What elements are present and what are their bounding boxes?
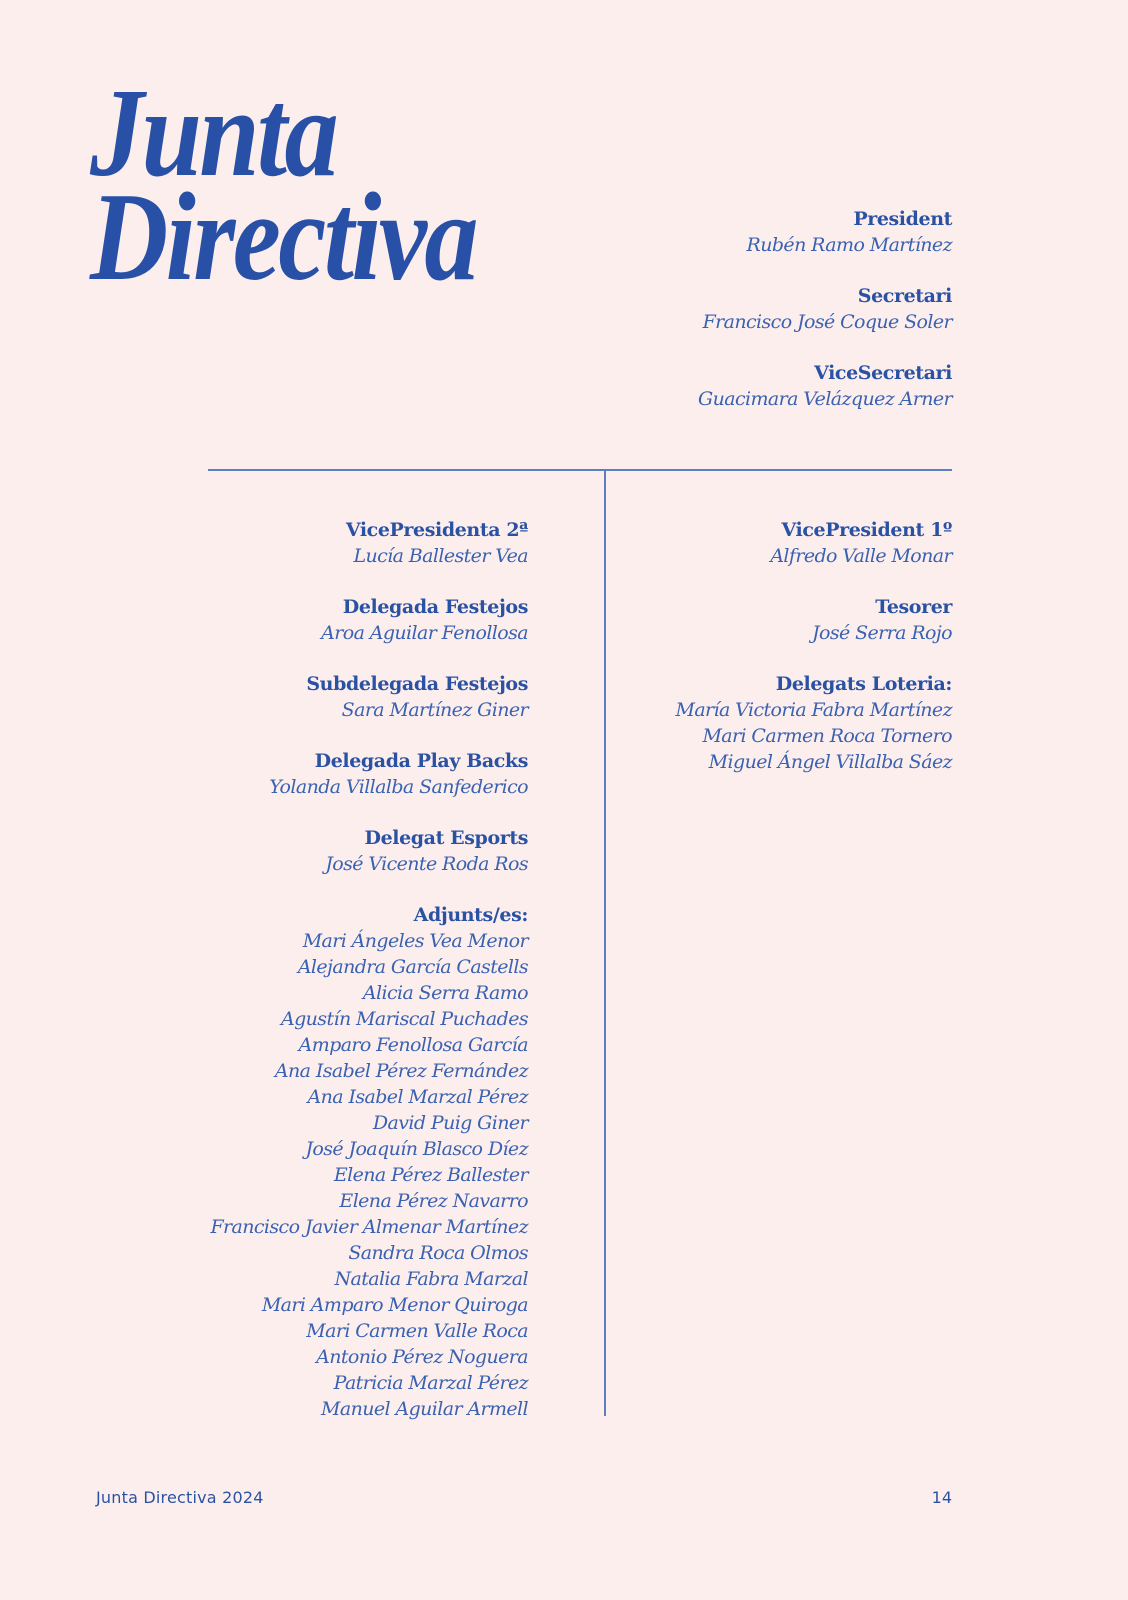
role-title: Delegada Play Backs <box>314 750 528 772</box>
member-name: Rubén Ramo Martínez <box>746 234 952 256</box>
title-line-1: Junta <box>90 64 337 203</box>
role-entry <box>492 206 952 258</box>
member-name: Ana Isabel Pérez Fernández <box>274 1060 528 1082</box>
member-name: Aroa Aguilar Fenollosa <box>321 622 528 644</box>
member-name: Francisco José Coque Soler <box>702 311 952 333</box>
member-name: Elena Pérez Ballester <box>333 1164 528 1186</box>
member-name: Alfredo Valle Monar <box>770 545 952 567</box>
role-entry <box>592 594 952 646</box>
member-name: Mari Amparo Menor Quiroga <box>261 1294 528 1316</box>
left-column <box>108 517 528 1447</box>
member-name: José Serra Rojo <box>812 622 952 644</box>
member-name: Mari Carmen Valle Roca <box>306 1320 528 1342</box>
horizontal-divider <box>208 469 952 471</box>
role-title: Delegat Esports <box>364 827 528 849</box>
role-title: Tesorer <box>875 596 952 618</box>
role-entry <box>108 748 528 800</box>
role-entry <box>592 517 952 569</box>
role-title: Adjunts/es: <box>413 904 528 926</box>
footer-label: Junta Directiva 2024 <box>96 1488 264 1507</box>
member-name: Alicia Serra Ramo <box>362 982 528 1004</box>
member-name: Miguel Ángel Villalba Sáez <box>708 751 952 773</box>
member-name: Amparo Fenollosa García <box>298 1034 528 1056</box>
member-name: Patricia Marzal Pérez <box>333 1372 528 1394</box>
role-entry <box>108 671 528 723</box>
role-entry <box>492 360 952 412</box>
member-name: Yolanda Villalba Sanfederico <box>269 776 528 798</box>
member-name: María Victoria Fabra Martínez <box>675 699 952 721</box>
member-name: Manuel Aguilar Armell <box>321 1398 528 1420</box>
role-title: Delegats Loteria: <box>775 673 952 695</box>
member-name: Guacimara Velázquez Arner <box>698 388 952 410</box>
role-entry <box>592 671 952 775</box>
page-number: 14 <box>931 1488 952 1507</box>
role-entry <box>108 594 528 646</box>
role-entry <box>108 517 528 569</box>
member-name: Sara Martínez Giner <box>341 699 528 721</box>
member-name: José Joaquín Blasco Díez <box>305 1138 528 1160</box>
role-entry <box>108 825 528 877</box>
page-title <box>90 64 476 307</box>
right-column <box>592 517 952 800</box>
member-name: Natalia Fabra Marzal <box>334 1268 528 1290</box>
member-name: Alejandra García Castells <box>297 956 528 978</box>
top-roles-group <box>492 206 952 437</box>
member-name: Antonio Pérez Noguera <box>316 1346 528 1368</box>
member-name: Ana Isabel Marzal Pérez <box>307 1086 528 1108</box>
role-title: Subdelegada Festejos <box>306 673 528 695</box>
member-name: Sandra Roca Olmos <box>348 1242 528 1264</box>
role-title: President <box>853 208 952 230</box>
member-name: José Vicente Roda Ros <box>325 853 528 875</box>
member-name: Mari Ángeles Vea Menor <box>302 930 528 952</box>
member-name: Lucía Ballester Vea <box>353 545 528 567</box>
role-title: Secretari <box>857 285 952 307</box>
title-line-2: Directiva <box>90 168 476 307</box>
member-name: Mari Carmen Roca Tornero <box>702 725 952 747</box>
member-name: David Puig Giner <box>372 1112 528 1134</box>
role-entry <box>492 283 952 335</box>
member-name: Francisco Javier Almenar Martínez <box>210 1216 528 1238</box>
role-title: Delegada Festejos <box>342 596 528 618</box>
member-name: Elena Pérez Navarro <box>339 1190 528 1212</box>
role-title: ViceSecretari <box>814 362 952 384</box>
role-entry <box>108 902 528 1422</box>
role-title: VicePresidenta 2ª <box>345 519 528 541</box>
member-name: Agustín Mariscal Puchades <box>280 1008 528 1030</box>
role-title: VicePresident 1º <box>781 519 952 541</box>
